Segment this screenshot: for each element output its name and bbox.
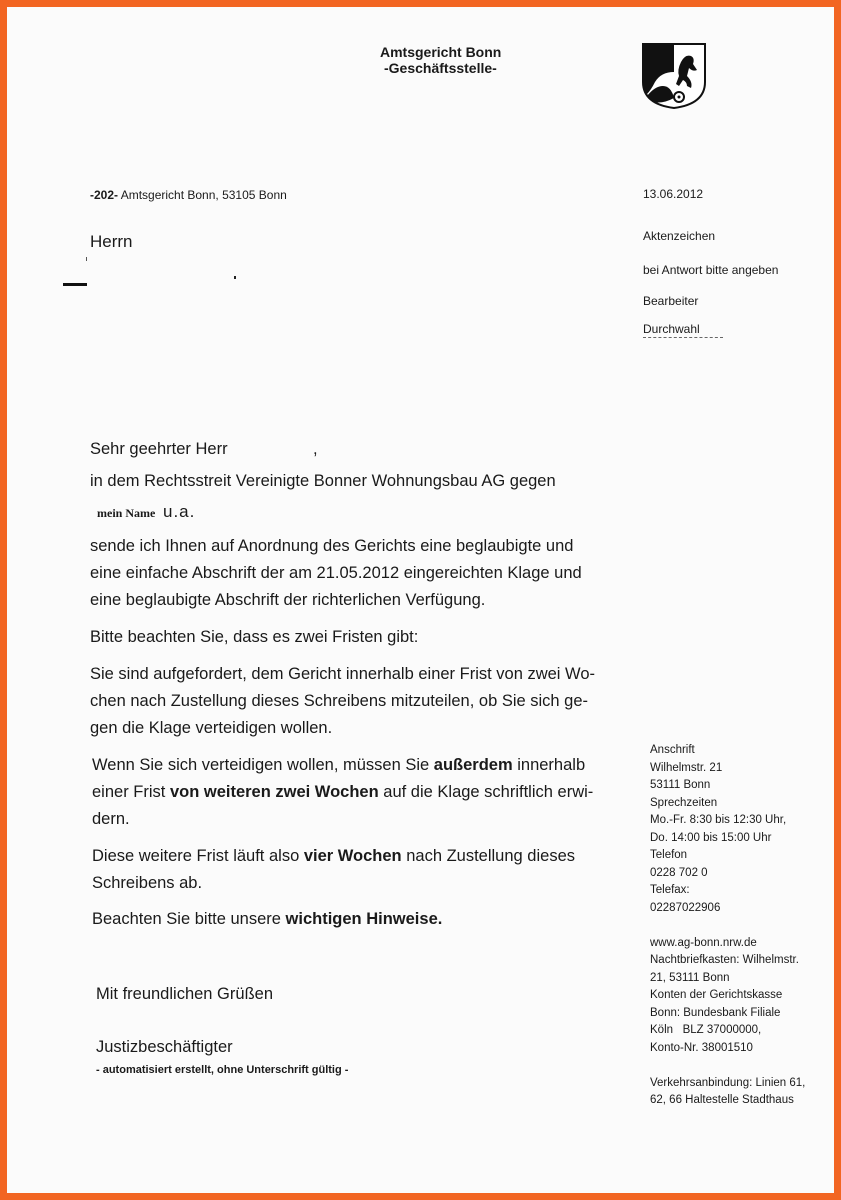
text-run: auf die Klage schriftlich erwi- bbox=[378, 783, 594, 801]
scan-mark bbox=[86, 257, 87, 261]
text-line: eine einfache Abschrift der am 21.05.2012 eingereichten Klage und bbox=[90, 564, 582, 582]
sidebar-line: Mo.-Fr. 8:30 bis 12:30 Uhr, bbox=[650, 814, 787, 826]
sidebar-spacer bbox=[650, 1057, 805, 1075]
text-line: chen nach Zustellung dieses Schreibens mitzuteilen, ob Sie sich ge- bbox=[90, 692, 589, 710]
extension-redaction bbox=[643, 337, 723, 339]
reply-note: bei Antwort bitte angeben bbox=[643, 263, 779, 277]
sender-code: -202- bbox=[90, 188, 119, 202]
greeting-comma: , bbox=[313, 440, 318, 458]
text-line: sende ich Ihnen auf Anordnung des Gerichts eine beglaubigte und bbox=[90, 537, 574, 555]
sidebar-line: Anschrift bbox=[650, 744, 695, 756]
text-run: Diese weitere Frist läuft also bbox=[92, 847, 304, 865]
sidebar-line: 0228 702 0 bbox=[650, 866, 708, 879]
emphasis-text: außerdem bbox=[433, 756, 513, 774]
court-department: -Geschäftsstelle- bbox=[384, 60, 497, 76]
letter-date: 13.06.2012 bbox=[643, 187, 704, 201]
sidebar-line: Bonn: Bundesbank Filiale bbox=[650, 1006, 781, 1019]
paragraph-5 bbox=[92, 843, 575, 897]
recipient-salutation: Herrn bbox=[90, 232, 133, 251]
sidebar-line: Sprechzeiten bbox=[650, 796, 718, 809]
sidebar-line: Telefax: bbox=[650, 884, 690, 896]
text-line bbox=[92, 752, 593, 779]
sidebar-line: Köln BLZ 37000000, bbox=[650, 1024, 762, 1036]
case-line: in dem Rechtsstreit Vereinigte Bonner Wohnungsbau AG gegen bbox=[90, 472, 556, 490]
text-line bbox=[92, 843, 575, 870]
paragraph-1 bbox=[90, 533, 582, 614]
sidebar-line: 53111 Bonn bbox=[650, 779, 711, 791]
extension-label: Durchwahl bbox=[643, 322, 700, 336]
sidebar-line: Wilhelmstr. 21 bbox=[650, 761, 723, 774]
text-line bbox=[92, 779, 593, 806]
sidebar-line: Telefon bbox=[650, 849, 688, 861]
text-run: Wenn Sie sich verteidigen wollen, müssen Sie bbox=[92, 756, 434, 774]
paragraph-3 bbox=[90, 661, 595, 742]
nrw-coat-of-arms-icon bbox=[641, 42, 707, 110]
text-line: gen die Klage verteidigen wollen. bbox=[90, 719, 333, 737]
text-run: nach Zustellung dieses bbox=[401, 847, 575, 865]
sidebar-line: Konto-Nr. 38001510 bbox=[650, 1041, 753, 1054]
sidebar-line: Verkehrsanbindung: Linien 61, bbox=[650, 1076, 806, 1089]
text-line: Sie sind aufgefordert, dem Gericht innerhalb einer Frist von zwei Wo- bbox=[90, 665, 596, 683]
name-placeholder: mein Name bbox=[97, 506, 156, 520]
court-header bbox=[380, 44, 501, 76]
emphasis-text: vier Wochen bbox=[303, 847, 402, 865]
text-run: Beachten Sie bitte unsere bbox=[92, 910, 286, 928]
sidebar-line: Nachtbriefkasten: Wilhelmstr. bbox=[650, 954, 799, 966]
sidebar-spacer bbox=[650, 917, 805, 935]
sender-return-address bbox=[90, 188, 287, 202]
sidebar-line: Konten der Gerichtskasse bbox=[650, 989, 783, 1001]
court-name: Amtsgericht Bonn bbox=[380, 44, 502, 60]
paragraph-6 bbox=[92, 906, 442, 933]
sidebar-line: Do. 14:00 bis 15:00 Uhr bbox=[650, 831, 772, 844]
sidebar-line: www.ag-bonn.nrw.de bbox=[650, 936, 757, 949]
text-line: dern. bbox=[92, 810, 130, 828]
text-line: Schreibens ab. bbox=[92, 874, 203, 892]
sidebar-line: 02287022906 bbox=[650, 901, 721, 914]
emphasis-text: wichtigen Hinweise. bbox=[285, 910, 443, 928]
file-ref-label: Aktenzeichen bbox=[643, 229, 716, 243]
text-run: innerhalb bbox=[512, 756, 586, 774]
sidebar-line: 21, 53111 Bonn bbox=[650, 971, 730, 984]
court-contact-sidebar bbox=[650, 742, 805, 1110]
name-suffix: u.a. bbox=[163, 502, 196, 521]
automated-note: - automatisiert erstellt, ohne Unterschrift gültig - bbox=[96, 1064, 349, 1076]
sender-address: Amtsgericht Bonn, 53105 Bonn bbox=[118, 188, 287, 202]
greeting bbox=[90, 436, 228, 463]
paragraph-2: Bitte beachten Sie, dass es zwei Fristen gibt: bbox=[90, 628, 419, 646]
signer-title: Justizbeschäftigter bbox=[96, 1038, 233, 1056]
sidebar-line: 62, 66 Haltestelle Stadthaus bbox=[650, 1094, 794, 1106]
clerk-label: Bearbeiter bbox=[643, 294, 699, 308]
text-run: einer Frist bbox=[92, 783, 170, 801]
closing-phrase: Mit freundlichen Grüßen bbox=[96, 985, 273, 1003]
emphasis-text: von weiteren zwei Wochen bbox=[169, 783, 379, 801]
text-line: eine beglaubigte Abschrift der richterlichen Verfügung. bbox=[90, 591, 486, 609]
paragraph-4 bbox=[92, 752, 593, 833]
redaction-mark bbox=[63, 283, 87, 286]
greeting-text: Sehr geehrter Herr bbox=[90, 440, 228, 458]
scan-mark bbox=[234, 276, 236, 279]
